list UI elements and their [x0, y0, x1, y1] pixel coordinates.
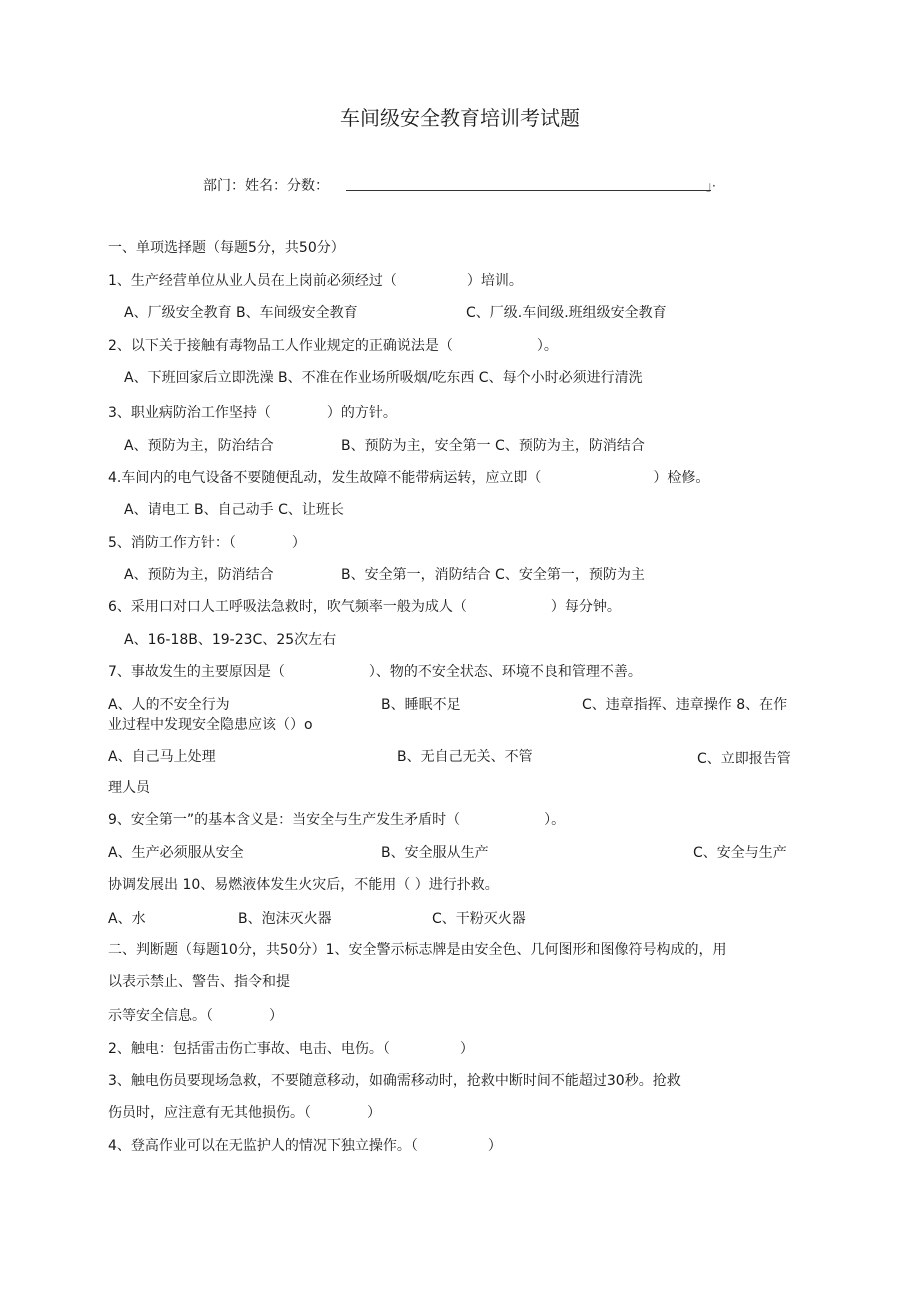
q8-option-c-cont: 理人员	[108, 780, 150, 796]
q9-option-a: A、生产必须服从安全	[108, 845, 244, 861]
q1-options-ab: A、厂级安全教育 B、车间级安全教育	[124, 305, 358, 321]
q3-option-a: A、预防为主，防治结合	[124, 438, 274, 454]
q8-option-c: C、立即报告管	[697, 751, 791, 767]
q8-option-a: A、自己马上处理	[108, 749, 216, 765]
q1-option-c: C、厂级.车间级.班组级安全教育	[466, 305, 667, 321]
tf-q1-cont: 以表示禁止、警告、指令和提	[108, 974, 290, 990]
q7-option-a: A、人的不安全行为	[108, 697, 230, 713]
q7-stem: 7、事故发生的主要原因是（ ）、物的不安全状态、环境不良和管理不善。	[108, 664, 642, 680]
tf-q1-end: 示等安全信息。（ ）	[108, 1008, 283, 1024]
q4-options: A、请电工 B、自己动手 C、让班长	[124, 502, 344, 518]
q8-option-b: B、无自己无关、不管	[397, 749, 533, 765]
section1-heading: 一、单项选择题（每题5分，共50分）	[108, 240, 345, 256]
section2-heading: 二、判断题（每题10分，共50分）1、安全警示标志牌是由安全色、几何图形和图像符号构成的，用	[108, 942, 727, 958]
q8-stem: 业过程中发现安全隐患应该（）o	[108, 717, 313, 733]
q10-option-a: A、水	[108, 911, 146, 927]
q9-stem: 9、安全第一”的基本含义是：当安全与生产发生矛盾时（ ）。	[108, 812, 566, 828]
q1-stem: 1、生产经营单位从业人员在上岗前必须经过（ ）培训。	[108, 273, 523, 289]
q2-options: A、下班回家后立即洗澡 B、不准在作业场所吸烟/吃东西 C、每个小时必须进行清洗	[124, 370, 643, 386]
page-title: 车间级安全教育培训考试题	[340, 106, 580, 130]
tf-q4: 4、登高作业可以在无监护人的情况下独立操作。（ ）	[108, 1138, 502, 1154]
q10-stem: 协调发展出 10、易燃液体发生火灾后，不能用（ ）进行扑救。	[108, 877, 499, 893]
q7-option-c: C、违章指挥、违章操作 8、在作	[582, 697, 788, 713]
tf-q3-cont: 伤员时，应注意有无其他损伤。（ ）	[108, 1105, 381, 1121]
info-label: 部门：姓名：分数：	[203, 178, 329, 194]
q5-stem: 5、消防工作方针：（ ）	[108, 535, 306, 551]
q6-options: A、16-18B、19-23C、25次左右	[124, 632, 337, 648]
q5-option-a: A、预防为主，防消结合	[124, 567, 274, 583]
info-underline	[346, 190, 711, 191]
q9-option-b: B、安全服从生产	[381, 845, 489, 861]
q10-option-b: B、泡沫灭火器	[238, 911, 332, 927]
info-tail: 」·	[706, 179, 716, 193]
q5-options-bc: B、安全第一，消防结合 C、安全第一，预防为主	[341, 567, 645, 583]
tf-q3: 3、触电伤员要现场急救，不要随意移动，如确需移动时，抢救中断时间不能超过30秒。抢救	[108, 1073, 681, 1089]
q9-option-c: C、安全与生产	[693, 845, 787, 861]
q7-option-b: B、睡眠不足	[381, 697, 461, 713]
q3-stem: 3、职业病防治工作坚持（ ）的方针。	[108, 405, 397, 421]
q3-options-bc: B、预防为主，安全第一 C、预防为主，防消结合	[341, 438, 645, 454]
q4-stem: 4.车间内的电气设备不要随便乱动，发生故障不能带病运转，应立即（ ）检修。	[108, 470, 710, 486]
q6-stem: 6、采用口对口人工呼吸法急救时，吹气频率一般为成人（ ）每分钟。	[108, 599, 621, 615]
q2-stem: 2、以下关于接触有毒物品工人作业规定的正确说法是（ ）。	[108, 338, 558, 354]
q10-option-c: C、干粉灭火器	[432, 911, 526, 927]
tf-q2: 2、触电：包括雷击伤亡事故、电击、电伤。（ ）	[108, 1041, 474, 1057]
